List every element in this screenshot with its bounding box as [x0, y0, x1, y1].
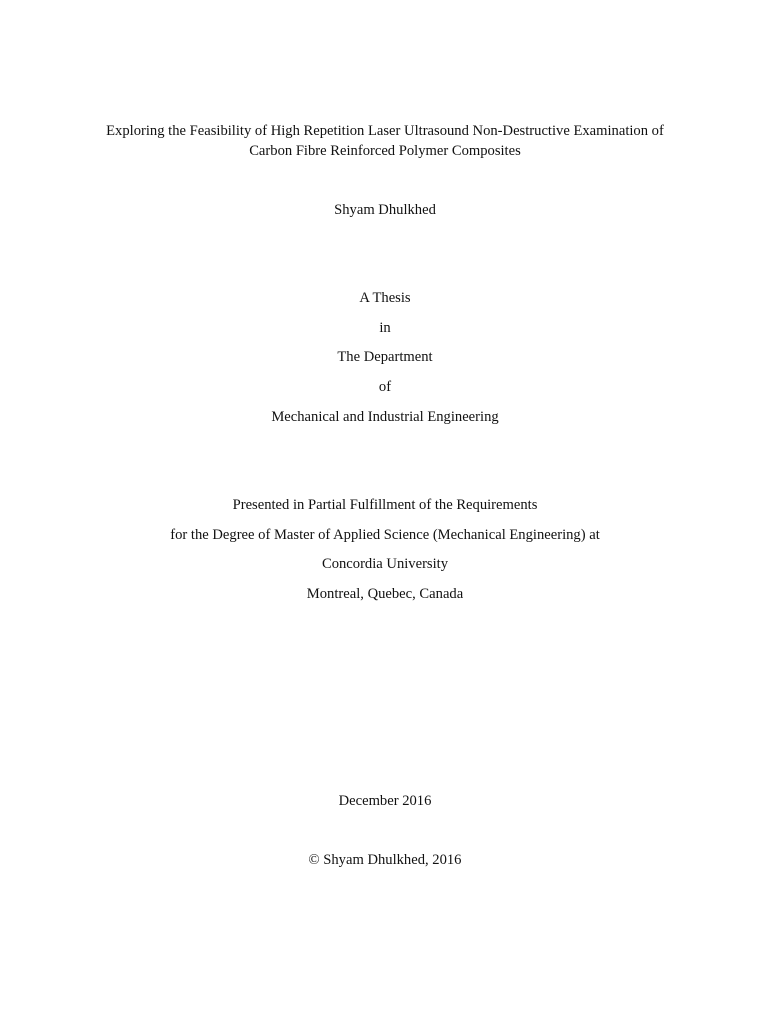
- degree-statement: for the Degree of Master of Applied Science (Mechanical Engineering) at: [170, 527, 600, 543]
- department-name: Mechanical and Industrial Engineering: [271, 409, 499, 425]
- thesis-label: A Thesis: [359, 290, 411, 306]
- university-location: Montreal, Quebec, Canada: [306, 586, 464, 602]
- thesis-title-line-2: Carbon Fibre Reinforced Polymer Composites: [249, 143, 521, 159]
- author-name: Shyam Dhulkhed: [334, 202, 436, 218]
- university-name: Concordia University: [321, 556, 449, 572]
- thesis-title: [0, 121, 770, 161]
- thesis-in: in: [379, 320, 391, 336]
- submission-date: December 2016: [338, 793, 432, 809]
- presentation-statement: Presented in Partial Fulfillment of the Requirements: [232, 497, 538, 513]
- copyright-notice: © Shyam Dhulkhed, 2016: [308, 852, 462, 868]
- thesis-of: of: [378, 379, 392, 395]
- thesis-title-line-1: Exploring the Feasibility of High Repetition Laser Ultrasound Non-Destructive Examination of: [106, 123, 664, 139]
- department-label: The Department: [337, 349, 433, 365]
